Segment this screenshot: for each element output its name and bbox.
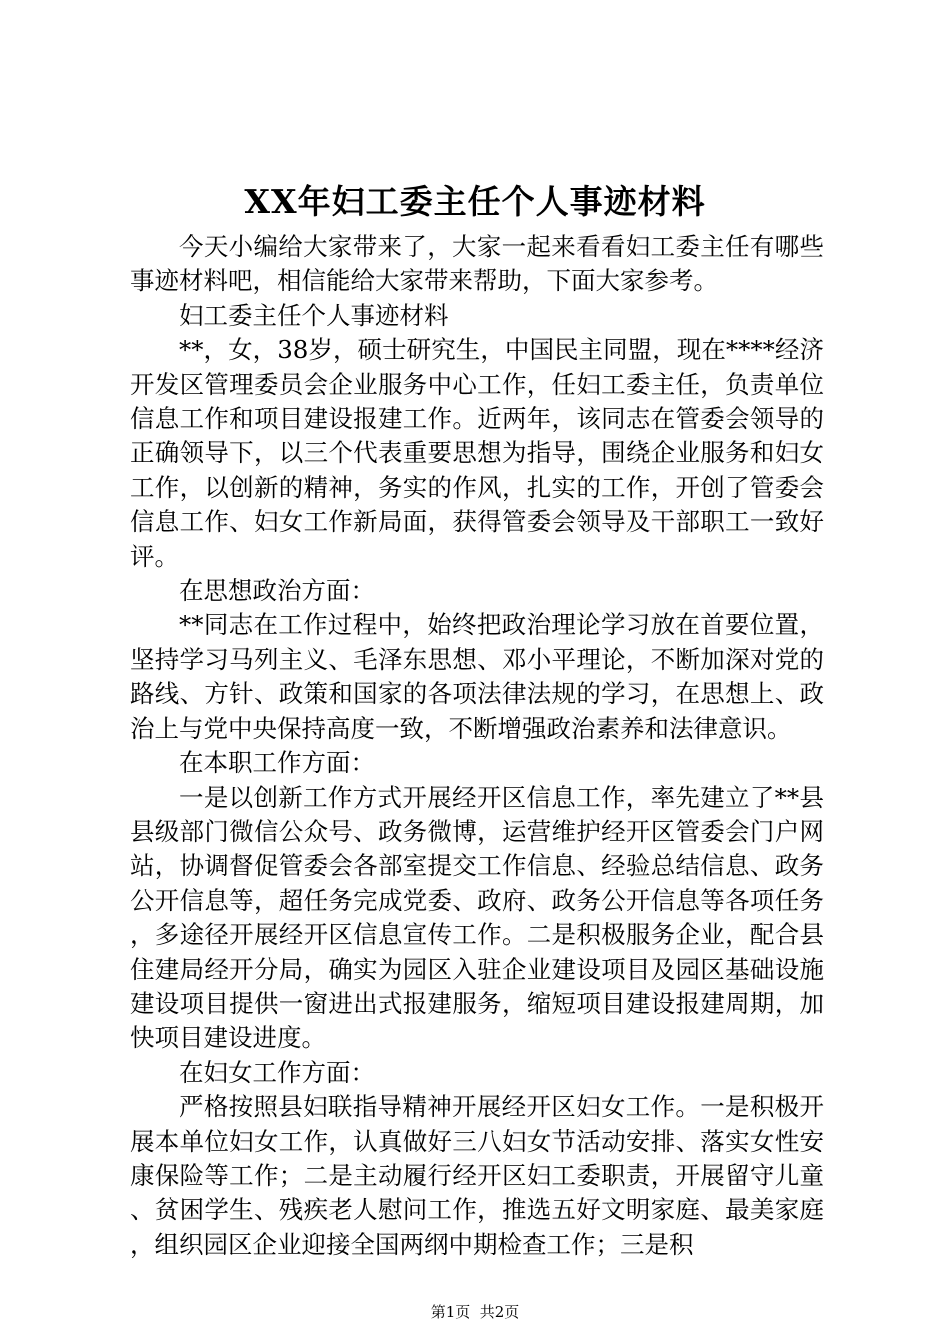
- paragraph-intro: 今天小编给大家带来了，大家一起来看看妇工委主任有哪些事迹材料吧，相信能给大家带来帮助，下面大家参考。: [130, 232, 824, 296]
- paragraph-job: 一是以创新工作方式开展经开区信息工作，率先建立了**县县级部门微信公众号、政务微博，运营维护经开区管委会门户网站，协调督促管委会各部室提交工作信息、经验总结信息、政务公开信息等，超任务完成党委、政府、政务公开信息等各项任务，多途径开展经开区信息宣传工作。二是积极服务企业，配合县住建局经开分局，确实为园区入驻企业建设项目及园区基础设施建设项目提供一窗进出式报建服务，缩短项目建设报建周期，加快项目建设进度。: [130, 782, 824, 1053]
- paragraph-ideology: **同志在工作过程中，始终把政治理论学习放在首要位置，坚持学习马列主义、毛泽东思想、邓小平理论，不断加深对党的路线、方针、政策和国家的各项法律法规的学习，在思想上、政治上与党中央保持高度一致，不断增强政治素养和法律意识。: [130, 610, 824, 743]
- paragraph-subtitle: 妇工委主任个人事迹材料: [179, 300, 449, 330]
- paragraph-women: 严格按照县妇联指导精神开展经开区妇女工作。一是积极开展本单位妇女工作，认真做好三八妇女节活动安排、落实女性安康保险等工作；二是主动履行经开区妇工委职责，开展留守儿童、贫困学生、残疾老人慰问工作，推选五好文明家庭、最美家庭，组织园区企业迎接全国两纲中期检查工作；三是积: [130, 1092, 824, 1259]
- document-title: XX年妇工委主任个人事迹材料: [244, 182, 706, 221]
- page-footer: 第1页 共2页: [430, 1303, 520, 1321]
- section-heading-ideology: 在思想政治方面：: [179, 576, 375, 606]
- section-heading-women: 在妇女工作方面：: [179, 1057, 375, 1087]
- paragraph-profile: **，女，38岁，硕士研究生，中国民主同盟，现在****经济开发区管理委员会企业服务中心工作，任妇工委主任，负责单位信息工作和项目建设报建工作。近两年，该同志在管委会领导的正确领导下，以三个代表重要思想为指导，围绕企业服务和妇女工作，以创新的精神，务实的作风，扎实的工作，开创了管委会信息工作、妇女工作新局面，获得管委会领导及干部职工一致好评。: [130, 335, 824, 571]
- document-body: [130, 230, 824, 1262]
- section-heading-job: 在本职工作方面：: [179, 748, 375, 778]
